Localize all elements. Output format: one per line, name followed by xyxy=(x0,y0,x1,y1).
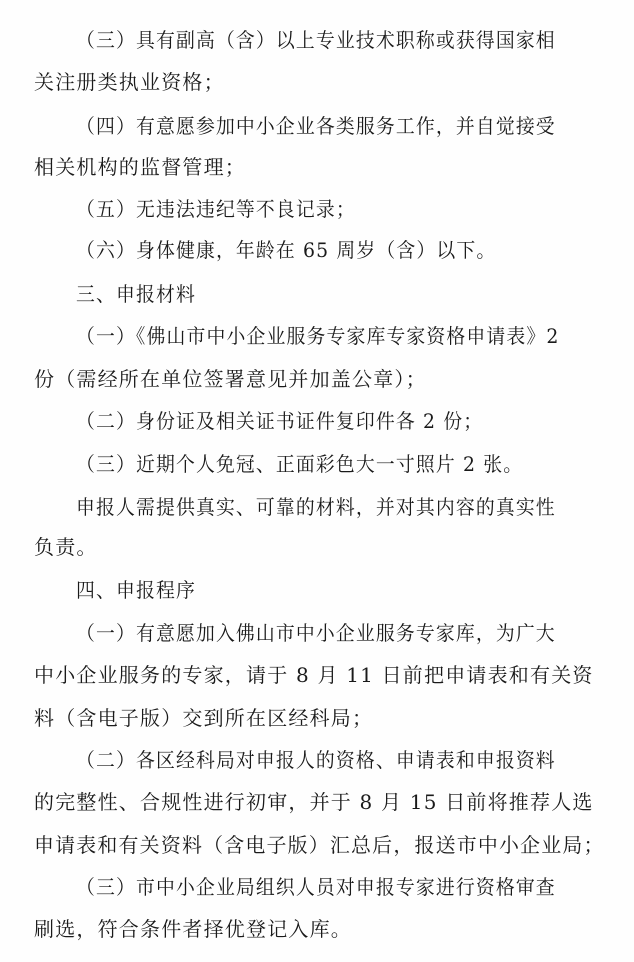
paragraph-line: （二）各区经科局对申报人的资格、申请表和申报资料 xyxy=(76,748,556,772)
section-heading: 四、申报程序 xyxy=(76,578,196,602)
paragraph-line: 份（需经所在单位签署意见并加盖公章）； xyxy=(34,367,427,391)
paragraph-line: （二）身份证及相关证书证件复印件各 2 份； xyxy=(76,409,484,433)
paragraph-line: 的完整性、合规性进行初审，并于 8 月 15 日前将推荐人选 xyxy=(34,790,594,814)
section-heading: 三、申报材料 xyxy=(76,282,196,306)
paragraph-line: 负责。 xyxy=(34,535,98,559)
paragraph-line: （六）身体健康，年龄在 65 周岁（含）以下。 xyxy=(76,238,497,262)
paragraph-line: 申请表和有关资料（含电子版）汇总后，报送市中小企业局； xyxy=(34,833,605,857)
paragraph-line: （五）无违法违纪等不良记录； xyxy=(76,197,356,221)
paragraph-line: 关注册类执业资格； xyxy=(34,70,225,94)
paragraph-line: （三）近期个人免冠、正面彩色大一寸照片 2 张。 xyxy=(76,452,524,476)
paragraph-line: （四）有意愿参加中小企业各类服务工作，并自觉接受 xyxy=(76,114,556,138)
paragraph-line: （一）《佛山市中小企业服务专家库专家资格申请表》2 xyxy=(76,324,560,348)
paragraph-line: 料（含电子版）交到所在区经科局； xyxy=(34,706,374,730)
paragraph-line: 申报人需提供真实、可靠的材料，并对其内容的真实性 xyxy=(76,495,556,519)
paragraph-line: 相关机构的监督管理； xyxy=(34,155,246,179)
paragraph-line: 中小企业服务的专家，请于 8 月 11 日前把申请表和有关资 xyxy=(34,663,594,687)
paragraph-line: （三）具有副高（含）以上专业技术职称或获得国家相 xyxy=(76,28,556,52)
paragraph-line: 刷选，符合条件者择优登记入库。 xyxy=(34,917,352,941)
paragraph-line: （三）市中小企业局组织人员对申报专家进行资格审查 xyxy=(76,875,556,899)
paragraph-line: （一）有意愿加入佛山市中小企业服务专家库，为广大 xyxy=(76,621,556,645)
